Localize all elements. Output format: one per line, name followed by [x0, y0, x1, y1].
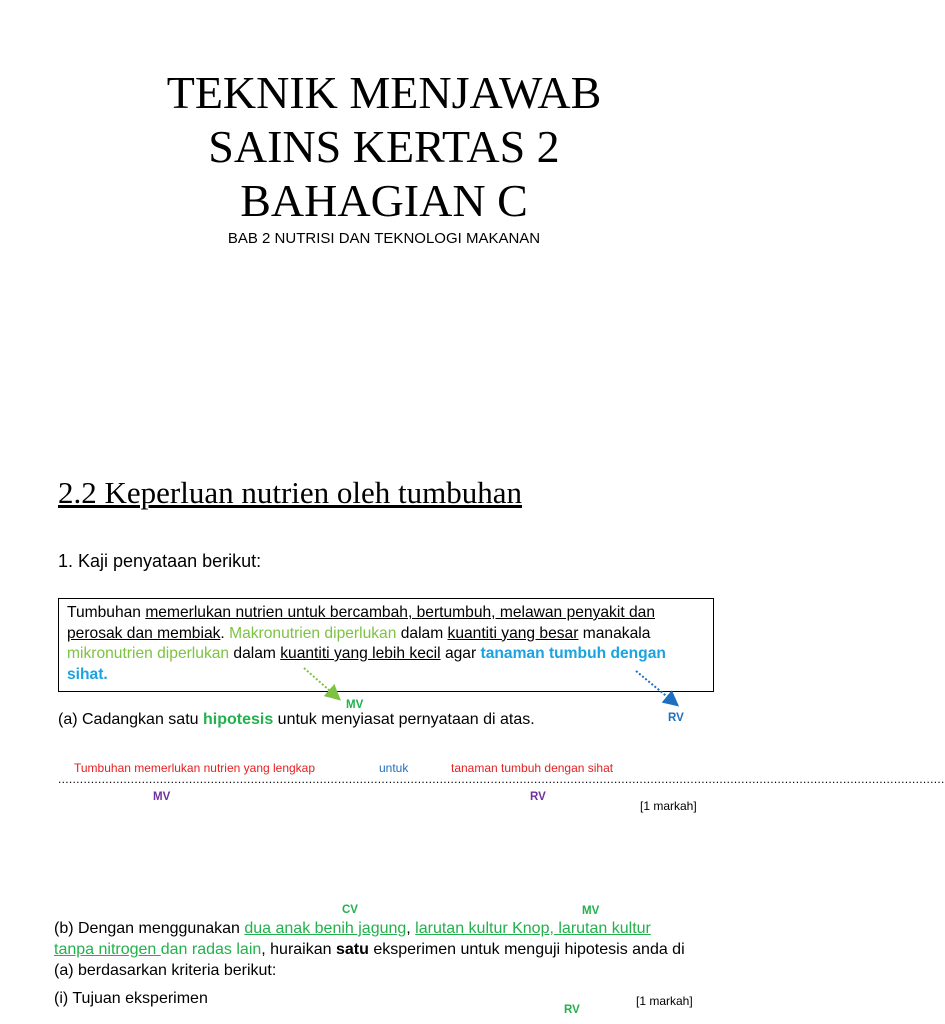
question-a-text: (a) Cadangkan satu — [58, 711, 203, 728]
question-a — [58, 711, 535, 729]
title-line-2: SAINS KERTAS 2 — [208, 121, 560, 172]
answer-connector: untuk — [379, 761, 409, 775]
marks-a: [1 markah] — [640, 799, 697, 813]
statement-text: Tumbuhan — [67, 604, 146, 621]
mv-label-b: MV — [582, 905, 600, 917]
answer-responding: tanaman tumbuh dengan sihat — [451, 761, 614, 775]
question-b — [54, 918, 694, 981]
question-b-text: , huraikan — [261, 941, 336, 958]
material-other-apparatus: dan radas lain — [160, 941, 262, 958]
statement-underlined: memerlukan nutrien untuk bercambah, bertumbuh, melawan penyakit dan perosak dan membiak — [67, 604, 655, 642]
statement-text: agar — [440, 645, 481, 662]
question-b-emphasis: satu — [335, 941, 369, 958]
rv-arrow — [636, 671, 676, 704]
statement-text: manakala — [578, 624, 651, 642]
cv-label: CV — [342, 904, 358, 916]
question-1: 1. Kaji penyataan berikut: — [58, 551, 262, 571]
mv-label: MV — [346, 699, 364, 711]
statement-responding: tanaman tumbuh dengan sihat. — [67, 645, 666, 683]
rv-label: RV — [668, 712, 684, 724]
marks-i: [1 markah] — [636, 994, 693, 1008]
chapter-subtitle: BAB 2 NUTRISI DAN TEKNOLOGI MAKANAN — [227, 230, 541, 247]
rv-answer-label: RV — [530, 791, 546, 803]
material-corn-seedlings: dua anak benih jagung — [244, 920, 407, 937]
question-b-i: (i) Tujuan eksperimen — [54, 990, 208, 1007]
material-culture-solutions: larutan kultur Knop, larutan kultur tanpa nitrogen — [54, 920, 651, 958]
mv-arrow — [304, 668, 338, 698]
question-b-text: (b) Dengan menggunakan — [54, 920, 245, 937]
statement-text: dalam — [396, 624, 448, 642]
statement-underlined: kuantiti yang besar — [447, 624, 579, 642]
hypothesis-keyword: hipotesis — [202, 711, 274, 728]
statement-macronutrient: Makronutrien diperlukan — [229, 624, 397, 642]
section-heading: 2.2 Keperluan nutrien oleh tumbuhan — [58, 475, 523, 510]
statement-micronutrient: mikronutrien diperlukan — [67, 645, 230, 662]
question-a-text: untuk menyiasat pernyataan di atas. — [273, 711, 535, 728]
statement-text: . — [220, 624, 230, 642]
mv-answer-label: MV — [153, 791, 171, 803]
statement-text: dalam — [229, 645, 281, 662]
rv-bottom-label: RV — [564, 1004, 580, 1016]
statement-underlined: kuantiti yang lebih kecil — [280, 645, 441, 662]
question-b-text: eksperimen untuk menguji hipotesis anda di (a) berdasarkan kriteria berikut: — [54, 941, 685, 979]
title-line-3: BAHAGIAN C — [240, 175, 528, 226]
title-line-1: TEKNIK MENJAWAB — [166, 67, 602, 118]
question-b-text: , — [406, 920, 416, 937]
answer-manipulated: Tumbuhan memerlukan nutrien yang lengkap — [74, 761, 316, 775]
answer-line: .................................................................................................................................................................................................................................................... — [58, 772, 945, 786]
